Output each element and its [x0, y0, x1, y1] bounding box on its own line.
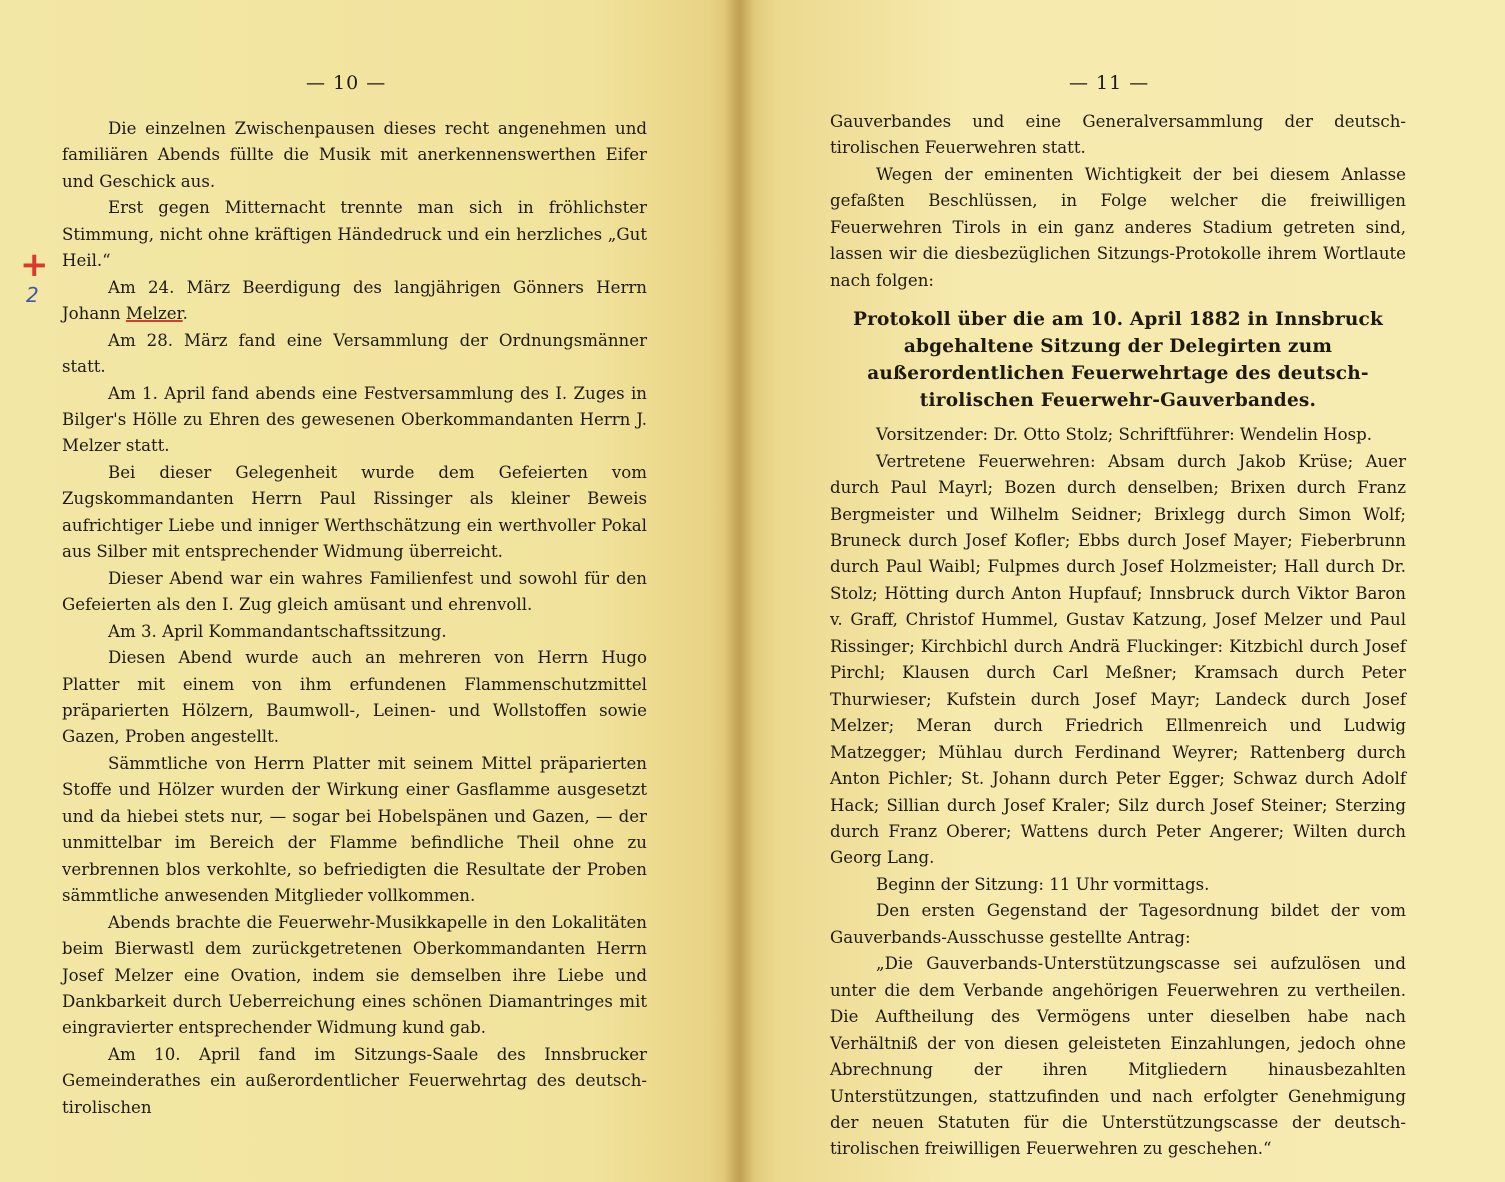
paragraph: Die einzelnen Zwischenpausen dieses recht angenehmen und familiären Abends füllte die Musik mit anerkennenswerthen Eifer und Geschick aus. [62, 119, 647, 191]
paragraph: Diesen Abend wurde auch an mehreren von Herrn Hugo Platter mit einem von ihm erfundenen Flammenschutzmittel präparierten Hölzern, Baumwoll-, Leinen- und Wollstoffen sowie Gazen, Proben angestellt. [62, 648, 647, 747]
paragraph: Vertretene Feuerwehren: Absam durch Jakob Krüse; Auer durch Paul Mayrl; Bozen durch denselben; Brixen durch Franz Bergmeister und Wilhelm Seidner; Brixlegg durch Simon Wolf; Bruneck durch Josef Kofler; Ebbs durch Josef Mayer; Fieberbrunn durch Paul Waibl; Fulpmes durch Josef Holzmeister; Hall durch Dr. Stolz; Hötting durch Anton Hupfauf; Innsbruck durch Viktor Baron v. Graff, Christof Hummel, Gustav Katzung, Josef Melzer und Paul Rissinger; Kirchbichl durch Andrä Fluckinger: Kitzbichl durch Josef Pirchl; Klausen durch Carl Meßner; Kramsach durch Peter Thurwieser; Kufstein durch Josef Mayr; Landeck durch Josef Melzer; Meran durch Friedrich Ellmenreich und Ludwig Matzegger; Mühlau durch Ferdinand Weyrer; Rattenberg durch Anton Pichler; St. Johann durch Peter Egger; Schwaz durch Adolf Hack; Sillian durch Josef Kraler; Silz durch Josef Steiner; Sterzing durch Franz Oberer; Wattens durch Peter Angerer; Wilten durch Georg Lang. [830, 451, 1406, 868]
right-page [738, 0, 1505, 1182]
protocol-heading: Protokoll über die am 10. April 1882 in Innsbruck abgehaltene Sitzung der Delegirten zum außerordentlichen Feuerwehrtage des deutsch-tirolischen Feuerwehr-Gauverbandes. [852, 309, 1384, 412]
paragraph: Vorsitzender: Dr. Otto Stolz; Schriftführer: Wendelin Hosp. [876, 425, 1373, 445]
right-page-text [830, 109, 1406, 1163]
paragraph [62, 275, 647, 328]
paragraph: Am 28. März fand eine Versammlung der Ordnungsmänner statt. [62, 330, 647, 377]
paragraph: „Die Gauverbands-Unterstützungscasse sei aufzulösen und unter die dem Verbande angehörigen Feuerwehren zu vertheilen. Die Auftheilung des Vermögens unter dieselben habe nach Verhältniß der von diesen geleisteten Einzahlungen, jedoch ohne Abrechnung der ihren Mitgliedern hinausbezahlten Unterstützungen, stattzufinden und nach erfolgter Genehmigung der neuen Statuten für die Unterstützungscasse der deutsch-tirolischen freiwilligen Feuerwehren zu geschehen.“ [830, 954, 1406, 1159]
book-gutter [724, 0, 754, 1182]
paragraph: Abends brachte die Feuerwehr-Musikkapelle in den Lokalitäten beim Bierwastl dem zurückgetretenen Oberkommandanten Herrn Josef Melzer eine Ovation, indem sie demselben ihre Liebe und Dankbarkeit durch Ueberreichung eines schönen Diamantringes mit eingravierter entsprechender Widmung kund gab. [62, 912, 647, 1038]
blue-number-annotation: 2 [26, 283, 39, 307]
paragraph-text: . [182, 304, 188, 324]
paragraph: Gauverbandes und eine Generalversammlung der deutsch-tirolischen Feuerwehren statt. [830, 112, 1406, 158]
red-plus-annotation: + [20, 245, 49, 285]
paragraph: Wegen der eminenten Wichtigkeit der bei diesem Anlasse gefaßten Beschlüssen, in Folge welcher die freiwilligen Feuerwehren Tirols in ein ganz anderes Stadium getreten sind, lassen wir die diesbezüglichen Sitzungs-Protokolle ihrem Wortlaute nach folgen: [830, 164, 1406, 290]
paragraph: Bei dieser Gelegenheit wurde dem Gefeierten vom Zugskommandanten Herrn Paul Rissinger als kleiner Beweis aufrichtiger Liebe und inniger Werthschätzung ein werthvoller Pokal aus Silber mit entsprechender Widmung überreicht. [62, 462, 647, 562]
paragraph-text: Am 24. März Beerdigung des langjährigen Gönners Herrn Johann [62, 277, 647, 324]
paragraph: Dieser Abend war ein wahres Familienfest und sowohl für den Gefeierten als den I. Zug gleich amüsant und ehrenvoll. [62, 568, 647, 615]
paragraph: Am 10. April fand im Sitzungs-Saale des Innsbrucker Gemeinderathes ein außerordentlicher Feuerwehrtag des deutsch-tirolischen [62, 1044, 647, 1117]
paragraph: Am 1. April fand abends eine Festversammlung des I. Zuges in Bilger's Hölle zu Ehren des gewesenen Oberkommandanten Herrn J. Melzer statt. [62, 383, 647, 456]
left-page-text [62, 116, 647, 1121]
page-number-right: — 11 — [1069, 72, 1150, 94]
left-page [0, 0, 738, 1182]
paragraph: Erst gegen Mitternacht trennte man sich in fröhlichster Stimmung, nicht ohne kräftigen Händedruck und ein herzliches „Gut Heil.“ [62, 198, 647, 271]
paragraph: Den ersten Gegenstand der Tagesordnung bildet der vom Gauverbands-Ausschusse gestellte Antrag: [830, 901, 1406, 947]
underlined-name: Melzer [125, 304, 183, 324]
page-number-left: — 10 — [306, 72, 387, 94]
paragraph: Beginn der Sitzung: 11 Uhr vormittags. [876, 874, 1210, 894]
paragraph: Sämmtliche von Herrn Platter mit seinem Mittel präparierten Stoffe und Hölzer wurden der Wirkung einer Gasflamme ausgesetzt und da hiebei stets nur, — sogar bei Hobelspänen und Gazen, — der unmittelbar im Bereich der Flamme befindliche Theil ohne zu verbrennen blos verkohlte, so befriedigten die Resultate der Proben sämmtliche anwesenden Mitglieder vollkommen. [62, 753, 647, 906]
paragraph: Am 3. April Kommandantschaftssitzung. [108, 621, 447, 641]
